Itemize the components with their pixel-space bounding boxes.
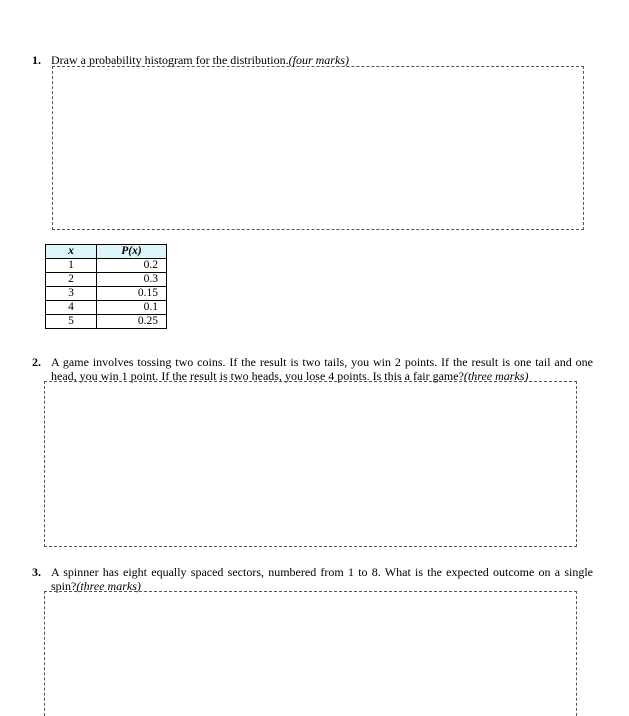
table-cell-x: 2 xyxy=(46,273,97,287)
question-2-number: 2. xyxy=(32,355,41,369)
question-3-answer-box[interactable] xyxy=(44,591,577,716)
table-cell-p: 0.3 xyxy=(97,273,167,287)
question-1-answer-box[interactable] xyxy=(52,66,584,230)
table-row xyxy=(46,287,167,301)
question-1-marks: (four marks) xyxy=(288,53,349,67)
table-cell-p: 0.15 xyxy=(97,287,167,301)
question-3-marks: (three marks) xyxy=(76,579,141,593)
table-cell-x: 3 xyxy=(46,287,97,301)
table-cell-p: 0.2 xyxy=(97,259,167,273)
table-header-px: P(x) xyxy=(97,245,167,259)
question-3-text xyxy=(51,565,593,593)
probability-distribution-table xyxy=(45,244,167,329)
table-cell-x: 5 xyxy=(46,315,97,329)
table-row xyxy=(46,315,167,329)
table-header-x: x xyxy=(46,245,97,259)
question-2-marks: (three marks) xyxy=(463,369,529,383)
table-cell-x: 4 xyxy=(46,301,97,315)
table-header-row xyxy=(46,245,167,259)
table-cell-p: 0.1 xyxy=(97,301,167,315)
table-cell-p: 0.25 xyxy=(97,315,167,329)
question-3-prompt: A spinner has eight equally spaced sectors, numbered from 1 to 8. What is the expected outcome on a single spin? xyxy=(51,565,593,593)
question-2-prompt: A game involves tossing two coins. If the result is two tails, you win 2 points. If the result is one tail and one head, you win 1 point. If the result is two heads, you lose 4 points. Is this a fair game? xyxy=(51,355,593,383)
question-1-number: 1. xyxy=(32,53,41,67)
question-3-number: 3. xyxy=(32,565,41,579)
table-cell-x: 1 xyxy=(46,259,97,273)
question-2-text xyxy=(51,355,593,383)
table-row xyxy=(46,301,167,315)
table-row xyxy=(46,273,167,287)
question-1-prompt: Draw a probability histogram for the distribution. xyxy=(51,53,289,67)
question-2-answer-box[interactable] xyxy=(44,381,577,547)
question-1-text xyxy=(51,53,591,67)
table-row xyxy=(46,259,167,273)
